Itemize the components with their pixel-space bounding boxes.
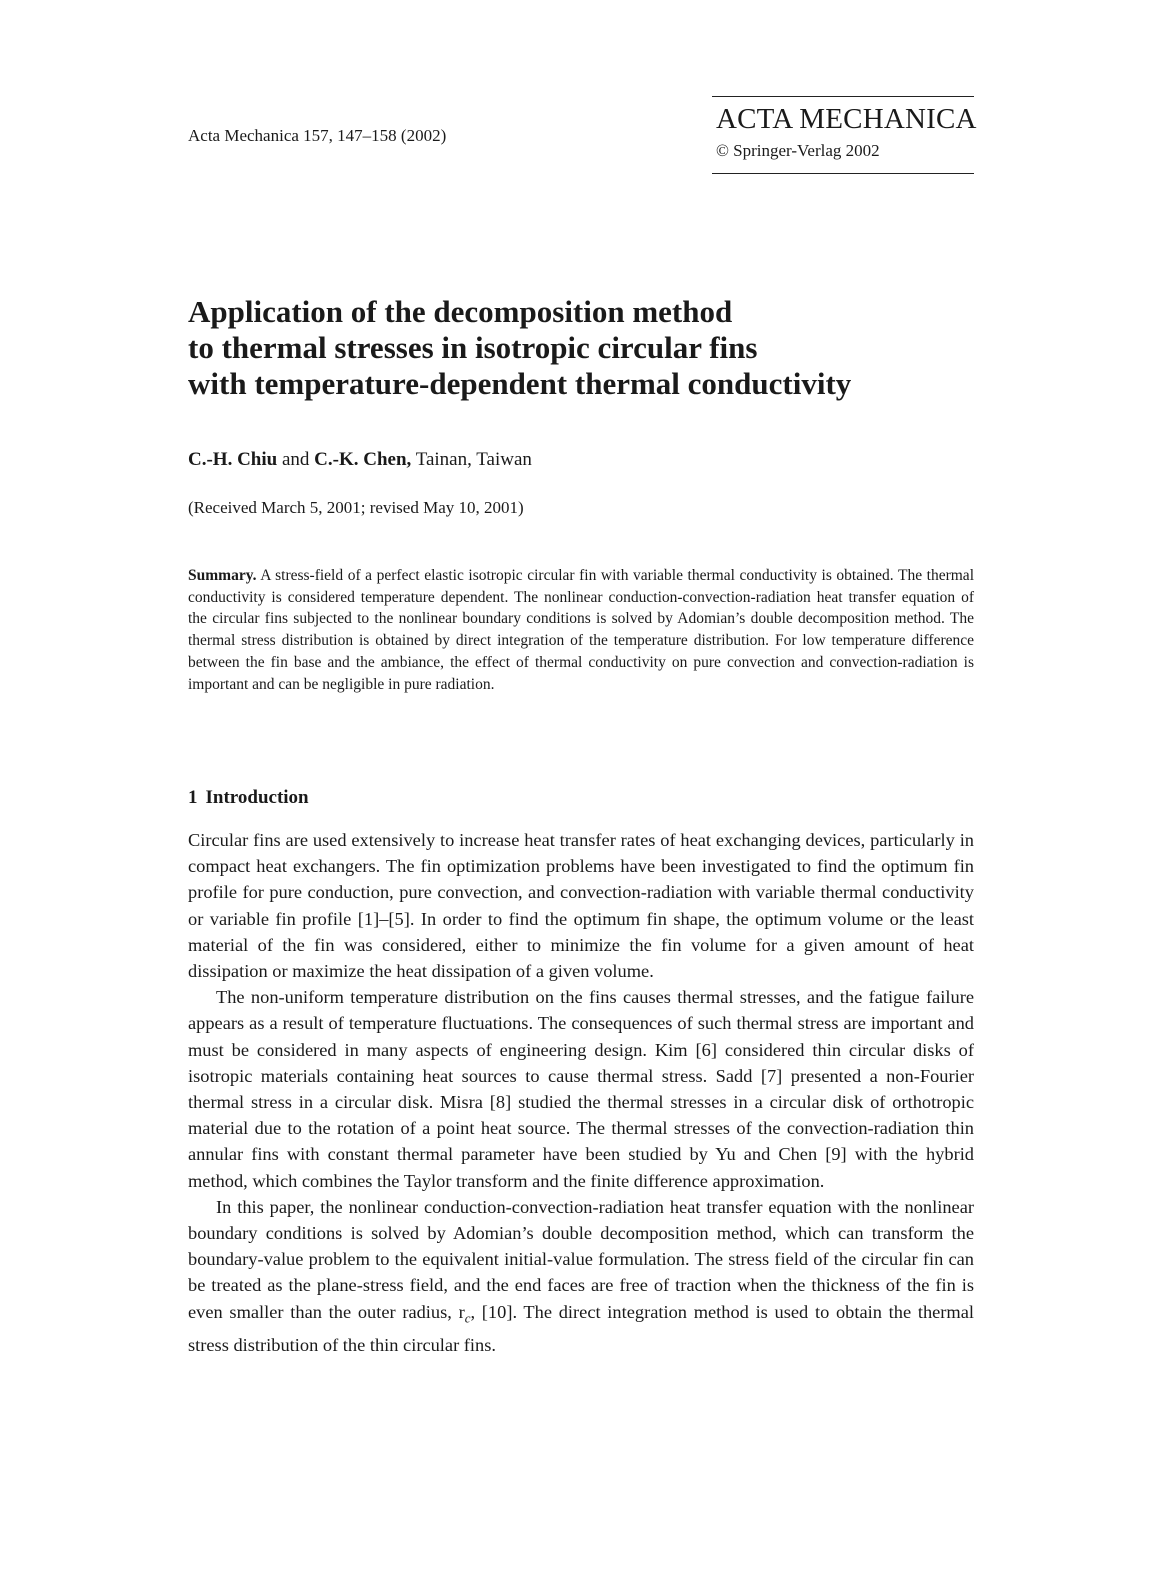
article-title-line: with temperature-dependent thermal conductivity [188,366,852,401]
article-title [188,294,988,402]
author-affiliation: Tainan, Taiwan [411,449,532,470]
author-name: C.-K. Chen, [314,449,412,470]
section-title: Introduction [205,787,309,808]
body-paragraph-text: , [10]. The direct integration method is used to obtain the thermal stress distribution of the thin circular fins. [188,1301,975,1355]
summary-text: A stress-field of a perfect elastic isotropic circular fin with variable thermal conductivity is obtained. The thermal conductivity is considered temperature dependent. The nonlinear conduction-convection-radiation heat transfer equation of the circular fins subjected to the nonlinear boundary conditions is solved by Adomian’s double decomposition method. The thermal stress distribution is obtained by direct integration of the temperature distribution. For low temperature difference between the fin base and the ambiance, the effect of thermal conductivity on pure convection and convection-radiation is important and can be negligible in pure radiation. [188,567,974,693]
author-name: C.-H. Chiu [188,449,278,470]
summary-label: Summary. [188,567,257,584]
body-paragraph: Circular fins are used extensively to increase heat transfer rates of heat exchanging devices, particularly in compact heat exchangers. The fin optimization problems have been investigated to find the optimum fin profile for pure conduction, pure convection, and convection-radiation with variable thermal conductivity or variable fin profile [1]–[5]. In order to find the optimum fin shape, the optimum volume or the least material of the fin was considered, either to minimize the fin volume for a given amount of heat dissipation or maximize the heat dissipation of a given volume. [188,830,974,982]
article-title-line: to thermal stresses in isotropic circular fins [188,330,758,365]
article-title-line: Application of the decomposition method [188,294,733,329]
author-joiner: and [277,449,315,470]
section-number: 1 [188,787,198,808]
summary-paragraph [188,565,974,695]
journal-copyright: © Springer-Verlag 2002 [716,141,880,160]
body-paragraph [188,1194,974,1358]
introduction-body [188,827,974,1358]
body-paragraph: The non-uniform temperature distribution on the fins causes thermal stresses, and the fatigue failure appears as a result of temperature fluctuations. The consequences of such thermal stress are important and must be considered in many aspects of engineering design. Kim [6] considered thin circular disks of isotropic materials containing heat sources to cause thermal stress. Sadd [7] presented a non-Fourier thermal stress in a circular disk. Misra [8] studied the thermal stresses in a circular disk of orthotropic material due to the rotation of a point heat source. The thermal stresses of the convection-radiation thin annular fins with constant thermal parameter have been studied by Yu and Chen [9] with the hybrid method, which combines the Taylor transform and the finite difference approximation. [188,987,974,1191]
journal-masthead [712,96,977,174]
received-dates: (Received March 5, 2001; revised May 10, 2001) [188,498,524,517]
radius-subscript: c [464,1310,471,1326]
section-heading [188,786,309,810]
author-line [188,448,532,472]
body-paragraph-text: In this paper, the nonlinear conduction-convection-radiation heat transfer equation with the nonlinear boundary conditions is solved by Adomian’s double decomposition method, which can transform the boundary-value problem to the equivalent initial-value formulation. The stress field of the circular fin can be treated as the plane-stress field, and the end faces are free of traction when the thickness of the fin is even smaller than the outer radius, r [188,1196,974,1322]
journal-citation: Acta Mechanica 157, 147–158 (2002) [188,126,447,145]
journal-name: ACTA MECHANICA [716,103,977,135]
